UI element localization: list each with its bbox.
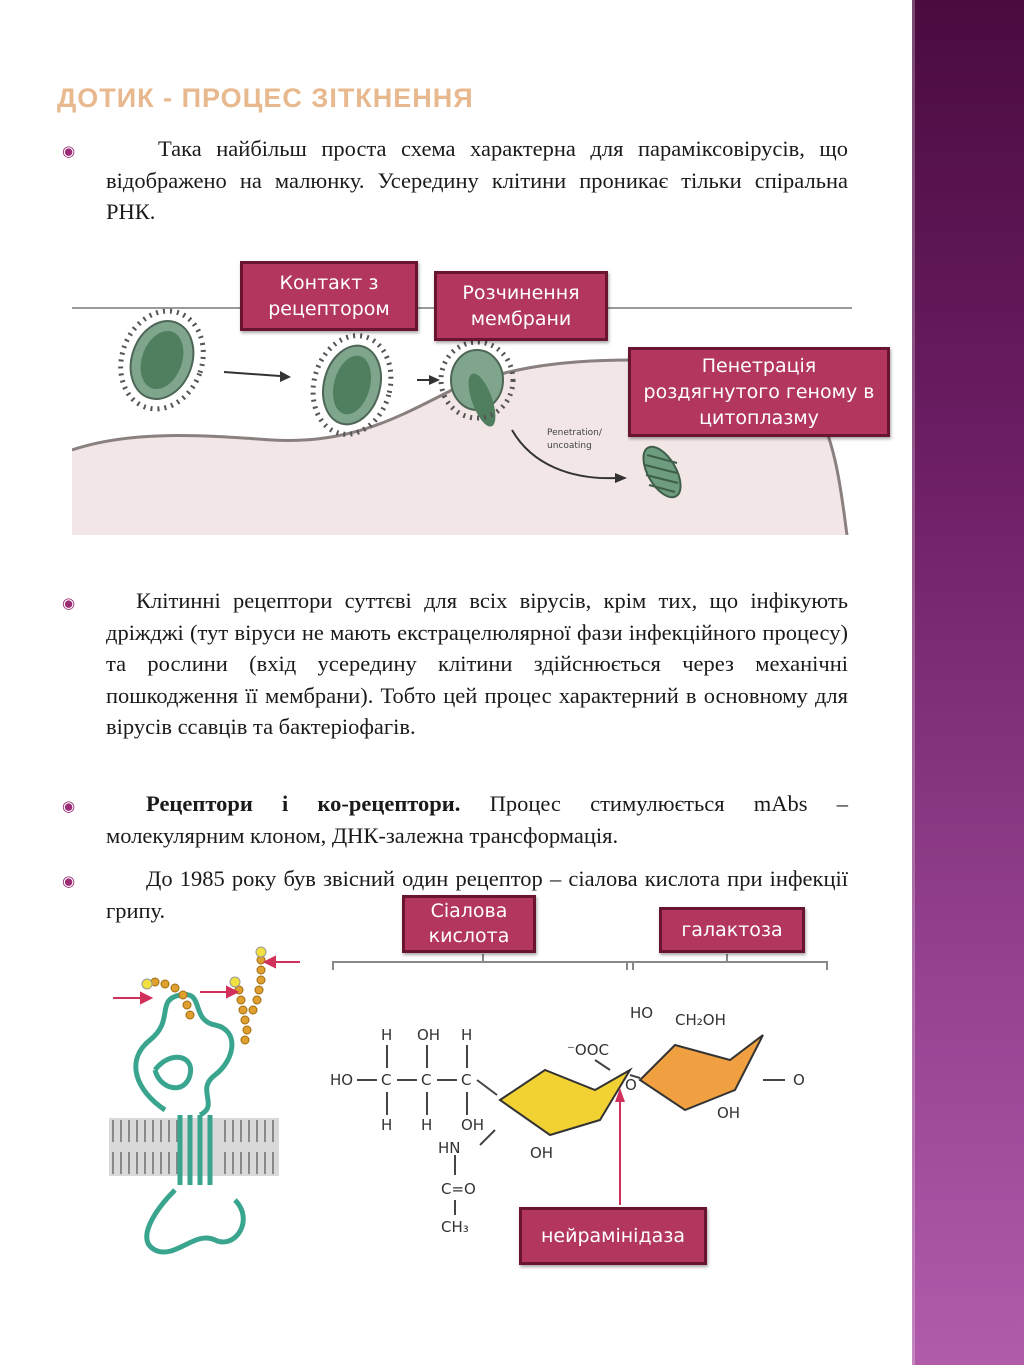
label-sialic-acid: Сіалова кислота bbox=[402, 895, 536, 953]
chem-label: O bbox=[625, 1076, 637, 1094]
paragraph-4-text: До 1985 року був звісний один рецептор – сіалова кислота при інфекції грипу. bbox=[106, 866, 848, 923]
chem-label: H bbox=[381, 1026, 393, 1044]
chem-label: HO bbox=[330, 1071, 354, 1089]
chem-label: C bbox=[461, 1071, 472, 1089]
paragraph-2-text: Клітинні рецептори суттєві для всіх вірусів, крім тих, що інфікують дріжджі (тут віруси не мають екстрацелюлярної фази інфекційного процесу) та рослини (вхід усередину клітини здійснюється через механічні пошкодження її мембрани). Тобто цей процес характерний в основному для вірусів ссавців та бактеріофагів. bbox=[106, 588, 848, 739]
chem-label: O bbox=[793, 1071, 805, 1089]
chem-label: H bbox=[381, 1116, 393, 1134]
chem-label: ⁻OOC bbox=[567, 1041, 610, 1059]
chem-label: OH bbox=[461, 1116, 485, 1134]
chem-label: H bbox=[461, 1026, 473, 1044]
label-genome-penetration: Пенетрація роздягнутого геному в цитоплазму bbox=[628, 347, 890, 437]
chem-label: C bbox=[421, 1071, 432, 1089]
chem-label: OH bbox=[717, 1104, 741, 1122]
chem-label: H bbox=[421, 1116, 433, 1134]
chem-label: C bbox=[381, 1071, 392, 1089]
chem-label: CH₂OH bbox=[675, 1011, 726, 1029]
diagram-annotation: uncoating bbox=[547, 441, 592, 451]
chem-label: OH bbox=[530, 1144, 554, 1162]
bullet-icon: ◉ bbox=[62, 872, 76, 890]
label-neuraminidase: нейрамінідаза bbox=[519, 1207, 707, 1265]
bullet-icon: ◉ bbox=[62, 594, 76, 612]
paragraph-3-bold: Рецептори і ко-рецептори. bbox=[146, 791, 461, 816]
bullet-icon: ◉ bbox=[62, 797, 76, 815]
paragraph-1 bbox=[106, 133, 848, 228]
diagram-annotation: Penetration/ bbox=[547, 428, 602, 438]
chem-label: HO bbox=[630, 1004, 654, 1022]
chem-label: OH bbox=[417, 1026, 441, 1044]
label-contact-receptor: Контакт з рецептором bbox=[240, 261, 418, 331]
paragraph-2 bbox=[106, 585, 848, 743]
chem-label: HN bbox=[438, 1139, 461, 1157]
page-title: ДОТИК - ПРОЦЕС ЗІТКНЕННЯ bbox=[57, 83, 474, 113]
label-membrane-dissolve: Розчинення мембрани bbox=[434, 271, 608, 341]
chem-label: C=O bbox=[441, 1180, 476, 1198]
decorative-side-band bbox=[912, 0, 1024, 1365]
paragraph-3 bbox=[106, 788, 848, 851]
chem-label: CH₃ bbox=[441, 1218, 469, 1236]
paragraph-3-text: Процес стимулюється mAbs – молекулярним клоном, ДНК-залежна трансформація. bbox=[106, 791, 848, 848]
paragraph-1-text: Така найбільш проста схема характерна для параміксовірусів, що відображено на малюнку. Усередину клітини проникає тільки спіральна РНК. bbox=[106, 136, 848, 224]
label-galactose: галактоза bbox=[659, 907, 805, 953]
bullet-icon: ◉ bbox=[62, 142, 76, 160]
sialic-acid-diagram bbox=[95, 940, 835, 1270]
